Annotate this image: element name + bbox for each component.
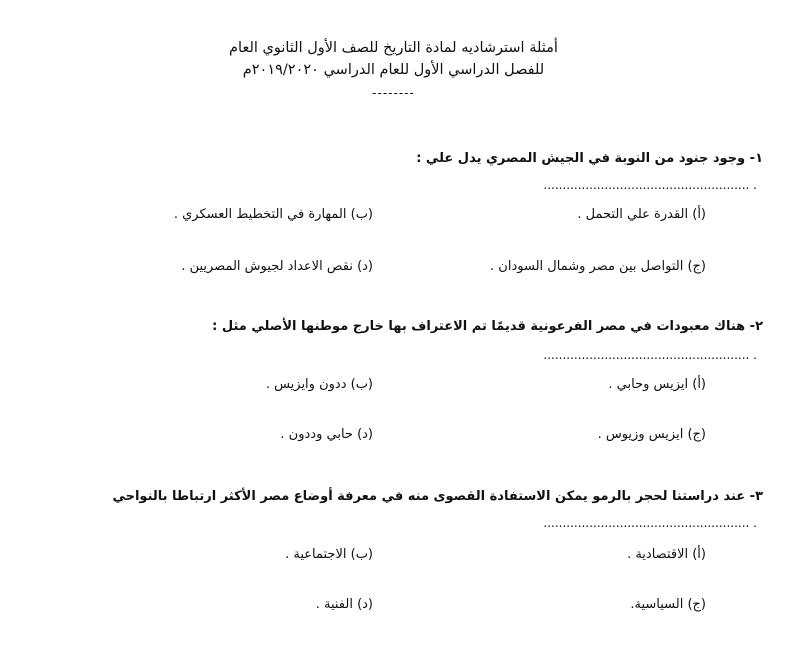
question-3-option-c: (ج) السياسية.: [630, 597, 706, 612]
question-3-option-a: (أ) الاقتصادية .: [627, 547, 706, 562]
question-2-option-b: (ب) ددون وايزيس .: [265, 377, 373, 392]
title-separator: --------: [372, 86, 415, 100]
question-1-option-c: (ج) التواصل بين مصر وشمال السودان .: [490, 259, 706, 274]
question-2-option-d: (د) حابي وددون .: [280, 427, 373, 442]
question-2-option-c: (ج) ايزيس وزيوس .: [597, 427, 706, 442]
question-1-blank: . ......................................................: [543, 178, 757, 192]
question-1-text: ١- وجود جنود من النوبة في الجيش المصري يدل علي :: [416, 151, 763, 166]
question-2-blank: . ......................................................: [543, 348, 757, 362]
question-2-option-a: (أ) ايزيس وحابي .: [608, 377, 706, 392]
question-3-option-b: (ب) الاجتماعية .: [285, 547, 373, 562]
page-title: أمثلة استرشاديه لمادة التاريخ للصف الأول الثانوي العام: [229, 40, 558, 56]
question-1-option-a: (أ) القدرة علي التحمل .: [577, 207, 706, 222]
question-3-text: ٣- عند دراستنا لحجر بالرمو يمكن الاستفادة القصوى منه في معرفة أوضاع مصر الأكثر ارتباطا بالنواحي: [112, 489, 763, 504]
question-2-text: ٢- هناك معبودات في مصر الفرعونية قديمًا تم الاعتراف بها خارج موطنها الأصلي مثل :: [212, 319, 763, 334]
question-3-option-d: (د) الفنية .: [315, 597, 373, 612]
page-subtitle: للفصل الدراسي الأول للعام الدراسي ٢٠١٩/٢٠٢٠م: [242, 62, 545, 78]
question-3-blank: . ......................................................: [543, 516, 757, 530]
question-1-option-b: (ب) المهارة في التخطيط العسكري .: [173, 207, 373, 222]
question-1-option-d: (د) نقص الاعداد لجيوش المصريين .: [181, 259, 373, 274]
